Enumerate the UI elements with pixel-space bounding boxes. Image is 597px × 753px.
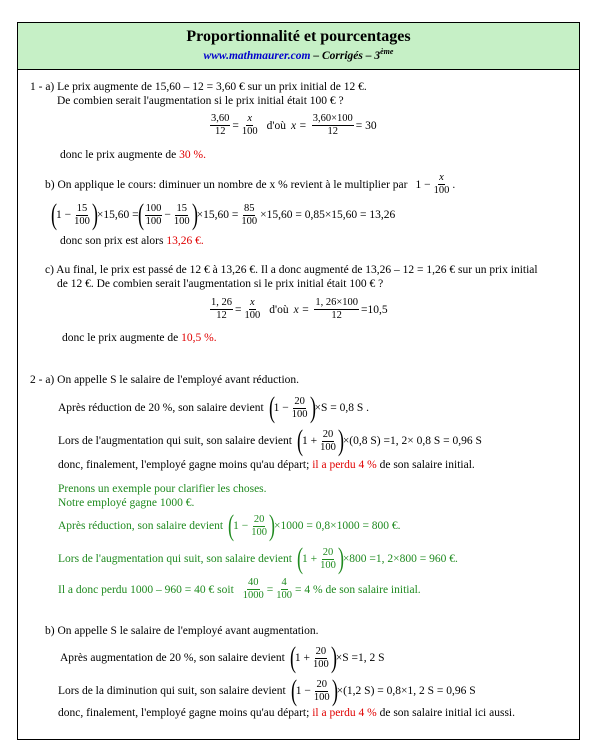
site-link[interactable]: www.mathmaurer.com <box>203 49 311 62</box>
frac-num: 20 <box>316 678 327 690</box>
line-red: il a perdu 4 % <box>312 459 377 471</box>
ex1-c-line2: de 12 €. De combien serait l'augmentation si le prix initial était 100 € ? <box>57 278 384 290</box>
eq-result: = 30 <box>355 119 377 132</box>
frac-den: 100 <box>241 215 258 227</box>
ex1-c-conclusion <box>62 331 217 345</box>
eq-sign: = <box>266 583 274 596</box>
eq-post: = 4 % de son salaire initial. <box>295 583 421 596</box>
eq-post: ×1000 = 0,8×1000 = 800 €. <box>273 520 401 532</box>
subtitle-corr: Corrigés – 3 <box>321 49 381 62</box>
ex2-a-line1: 2 - a) On appelle S le salaire de l'employé avant réduction. <box>30 374 300 386</box>
frac-num: x <box>250 297 255 308</box>
frac-num: 20 <box>322 428 334 440</box>
eq-one: 1 − <box>56 209 72 221</box>
paren-open: ( <box>296 424 303 457</box>
ex1-a-line2: De combien serait l'augmentation si le prix initial était 100 € ? <box>57 95 344 107</box>
eq-post: ×800 =1, 2×800 = 960 €. <box>342 553 458 565</box>
frac-den: 100 <box>312 658 329 670</box>
paren-close: ) <box>337 542 344 575</box>
conclusion-text: donc son prix est alors <box>60 235 167 247</box>
paren-open: ( <box>137 198 144 231</box>
conclusion-red: 30 %. <box>179 149 206 161</box>
eq-post: ×S = 0,8 S . <box>314 402 370 414</box>
frac-den: 100 <box>251 526 267 538</box>
conclusion-text: donc le prix augmente de <box>62 332 182 344</box>
eq-term: ×15,60 = <box>96 209 139 221</box>
line-text: Il a donc perdu 1000 – 960 = 40 € soit <box>58 583 234 596</box>
frac-num: 15 <box>176 202 187 214</box>
frac-den: 100 <box>276 590 293 601</box>
ex1-a-equation <box>208 113 377 138</box>
paren-close: ) <box>330 641 337 674</box>
frac-den: 100 <box>313 691 330 703</box>
eq-one: 1 − <box>233 520 249 532</box>
frac-den: 100 <box>244 310 261 321</box>
frac-num: 40 <box>248 577 259 588</box>
x-eq: x = <box>290 119 307 132</box>
frac-den: 100 <box>74 215 90 227</box>
paren-close: ) <box>337 424 344 457</box>
line-red: il a perdu 4 % <box>312 707 377 719</box>
eq-term: ×15,60 = 0,85×15,60 = 13,26 <box>260 209 396 221</box>
conclusion-text: donc le prix augmente de <box>60 149 180 161</box>
dou-text: d'où <box>266 119 286 132</box>
paren-open: ( <box>51 198 57 231</box>
eq-one: 1 + <box>301 435 318 447</box>
frac-den: 100 <box>173 215 190 227</box>
minus-sign: − <box>164 209 171 221</box>
paren-close: ) <box>309 391 316 424</box>
eq-result: =10,5 <box>361 303 388 316</box>
ex1-a-line1: 1 - a) Le prix augmente de 15,60 – 12 = 3,60 € sur un prix initial de 12 €. <box>30 81 367 93</box>
line-text: Lors de l'augmentation qui suit, son salaire devient <box>58 553 292 565</box>
frac-num: x <box>439 172 444 183</box>
b-text: b) On applique le cours: diminuer un nombre de x % revient à le multiplier par <box>45 178 408 191</box>
frac-den: 100 <box>145 215 162 227</box>
frac-num: 20 <box>315 645 327 657</box>
header-banner <box>17 22 580 70</box>
frac-num: 15 <box>76 202 88 214</box>
eq-post: ×(0,8 S) =1, 2× 0,8 S = 0,96 S <box>342 435 482 447</box>
line-text: Lors de la diminution qui suit, son salaire devient <box>58 685 286 697</box>
eq-one: 1 + <box>301 553 318 565</box>
subtitle-sup: ème <box>380 47 394 56</box>
expr-post: . <box>452 178 456 191</box>
frac-den: 12 <box>216 310 227 321</box>
dou-text: d'où <box>269 303 289 316</box>
paren-open: ( <box>268 391 275 424</box>
ex1-c-line1: c) Au final, le prix est passé de 12 € à 13,26 €. Il a donc augmenté de 13,26 – 12 = 1,26 € sur un prix initial <box>45 264 538 276</box>
frac-num: 1, 26×100 <box>315 297 358 308</box>
eq-one: 1 − <box>295 685 311 697</box>
ex1-b-equation <box>52 200 395 230</box>
frac-num: 3,60 <box>211 113 230 124</box>
example-line1: Prenons un exemple pour clarifier les choses. <box>58 483 267 495</box>
example-line2: Notre employé gagne 1000 €. <box>58 497 195 509</box>
line-text: Après réduction de 20 %, son salaire devient <box>58 402 264 414</box>
eq-post: ×S =1, 2 S <box>335 652 385 664</box>
ex2-b-line1: b) On appelle S le salaire de l'employé avant augmentation. <box>45 625 319 637</box>
frac-den: 100 <box>433 185 450 196</box>
ex1-c-equation <box>208 297 388 322</box>
line-text: Après augmentation de 20 %, son salaire devient <box>60 652 285 664</box>
eq-one: 1 − <box>273 402 289 414</box>
frac-den: 100 <box>320 559 336 571</box>
expr-pre: 1 − <box>415 178 431 191</box>
line-text: donc, finalement, l'employé gagne moins qu'au départ; <box>58 459 313 471</box>
frac-num: 20 <box>253 513 265 525</box>
page-title: Proportionnalité et pourcentages <box>186 28 411 45</box>
frac-num: 85 <box>243 202 255 214</box>
frac-num: 3,60×100 <box>312 113 353 124</box>
frac-den: 12 <box>331 310 342 321</box>
frac-den: 100 <box>320 441 336 453</box>
paren-open: ( <box>228 509 235 542</box>
ex1-b-conclusion <box>60 234 204 248</box>
ex1-a-conclusion <box>60 148 206 162</box>
ex2-a-line2 <box>58 393 369 423</box>
paren-open: ( <box>296 542 303 575</box>
frac-den: 100 <box>291 408 308 420</box>
x-eq: x = <box>293 303 310 316</box>
ex2-b-line4 <box>58 706 515 720</box>
frac-num: 20 <box>294 395 305 407</box>
ex2-a-line3 <box>58 426 482 456</box>
example-line5 <box>58 577 421 602</box>
eq-sign: = <box>232 119 239 132</box>
ex2-b-line2 <box>60 643 384 673</box>
paren-close: ) <box>91 198 98 231</box>
frac-den: 1000 <box>242 590 264 601</box>
conclusion-red: 13,26 €. <box>166 235 204 247</box>
line-post: de son salaire initial. <box>376 459 475 471</box>
line-text: donc, finalement, l'employé gagne moins qu'au départ; <box>58 707 313 719</box>
line-text: Lors de l'augmentation qui suit, son salaire devient <box>58 435 292 447</box>
frac-den: 12 <box>327 126 338 137</box>
frac-num: 100 <box>145 202 162 214</box>
ex1-b-line1 <box>45 172 455 197</box>
line-post: de son salaire initial ici aussi. <box>376 707 516 719</box>
eq-sign: = <box>235 303 242 316</box>
paren-open: ( <box>290 674 297 707</box>
frac-den: 100 <box>241 126 258 137</box>
ex2-b-line3 <box>58 676 476 706</box>
paren-close: ) <box>268 509 275 542</box>
eq-one: 1 + <box>294 652 310 664</box>
frac-num: 4 <box>281 577 287 588</box>
line-text: Après réduction, son salaire devient <box>58 520 224 532</box>
frac-num: x <box>247 113 253 124</box>
frac-den: 12 <box>214 126 226 137</box>
paren-close: ) <box>331 674 338 707</box>
subtitle-sep: – <box>310 49 322 62</box>
frac-num: 20 <box>322 546 334 558</box>
subtitle <box>18 47 579 62</box>
example-line3 <box>58 511 401 541</box>
eq-post: ×(1,2 S) = 0,8×1, 2 S = 0,96 S <box>336 685 476 697</box>
paren-close: ) <box>191 198 198 231</box>
eq-term: ×15,60 = <box>196 209 239 221</box>
conclusion-red: 10,5 %. <box>181 332 217 344</box>
example-line4 <box>58 544 458 574</box>
ex2-a-line4 <box>58 458 475 472</box>
paren-open: ( <box>289 641 296 674</box>
frac-num: 1, 26 <box>211 297 232 308</box>
